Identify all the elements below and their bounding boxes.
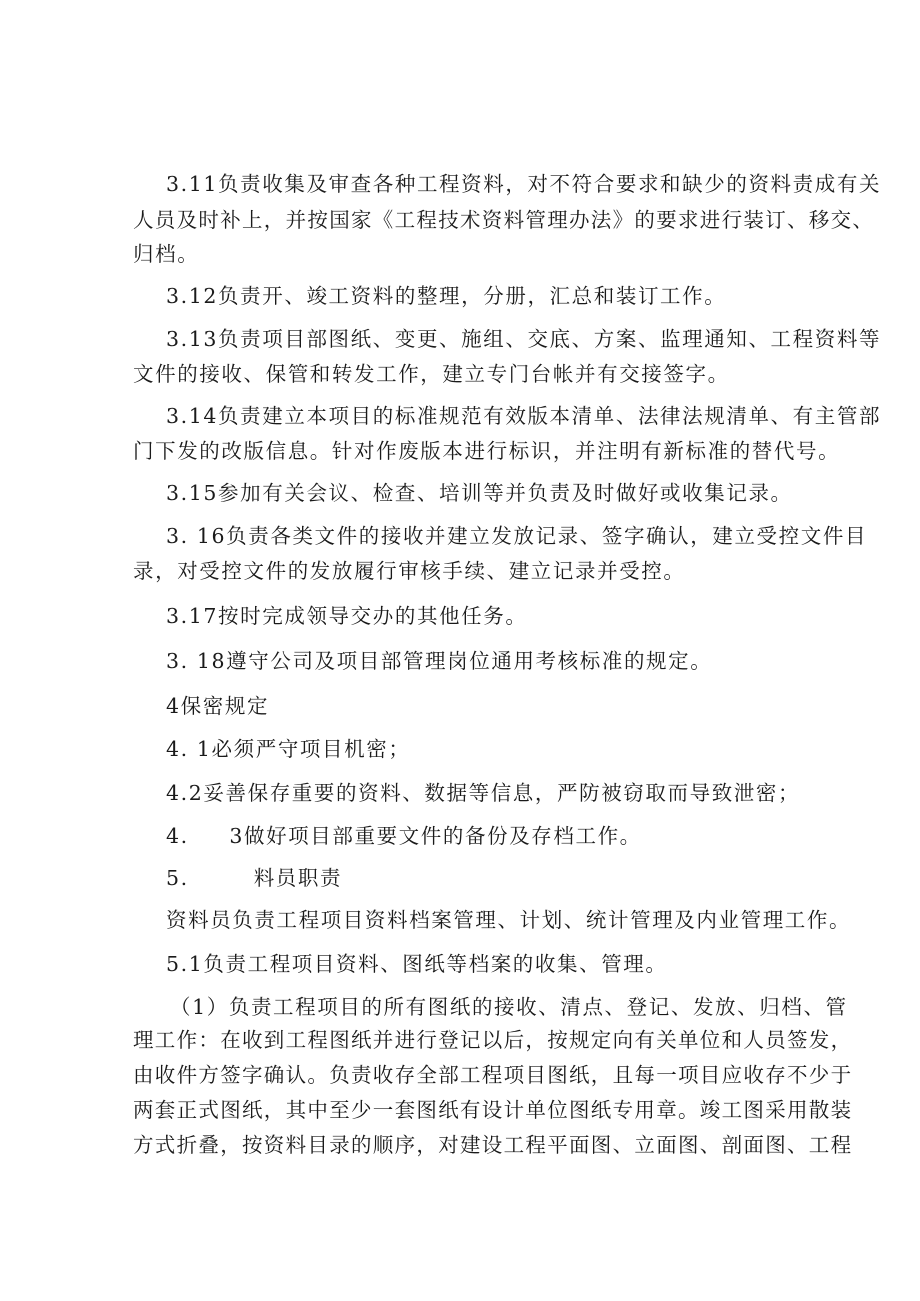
text-line: 3.12负责开、竣工资料的整理，分册，汇总和装订工作。 [166,284,727,308]
text-line: 归档。 [133,242,200,266]
text-line: 录，对受控文件的发放履行审核手续、建立记录并受控。 [133,559,686,583]
section-heading: 5. 料员职责 [166,866,343,890]
text-line: 3. 18遵守公司及项目部管理岗位通用考核标准的规定。 [166,649,713,673]
text-line: 3. 16负责各类文件的接收并建立发放记录、签字确认，建立受控文件目 [166,524,868,548]
text-line: 理工作：在收到工程图纸并进行登记以后，按规定向有关单位和人员签发， [133,1028,853,1052]
text-line: 文件的接收、保管和转发工作，建立专门台帐并有交接签字。 [133,362,730,386]
text-line: 门下发的改版信息。针对作废版本进行标识，并注明有新标准的替代号。 [133,439,841,463]
text-line: 由收件方签字确认。负责收存全部工程项目图纸，且每一项目应收存不少于 [133,1063,853,1087]
text-line: 方式折叠，按资料目录的顺序，对建设工程平面图、立面图、剖面图、工程 [133,1133,853,1157]
text-line: 两套正式图纸，其中至少一套图纸有设计单位图纸专用章。竣工图采用散装 [133,1098,853,1122]
text-line: 资料员负责工程项目资料档案管理、计划、统计管理及内业管理工作。 [166,908,852,932]
text-line: 4. 1必须严守项目机密； [166,737,411,761]
text-line: 人员及时补上，并按国家《工程技术资料管理办法》的要求进行装订、移交、 [133,208,875,232]
text-line: 4. 3做好项目部重要文件的备份及存档工作。 [166,824,642,848]
text-line: 3.13负责项目部图纸、变更、施组、交底、方案、监理通知、工程资料等 [166,327,882,351]
text-line: 3.11负责收集及审查各种工程资料，对不符合要求和缺少的资料责成有关 [166,172,882,196]
text-line: 5.1负责工程项目资料、图纸等档案的收集、管理。 [166,952,668,976]
text-line: （1）负责工程项目的所有图纸的接收、清点、登记、发放、归档、管 [170,995,848,1019]
section-heading: 4保密规定 [166,694,270,718]
text-line: 3.17按时完成领导交办的其他任务。 [166,604,528,628]
text-line: 4.2妥善保存重要的资料、数据等信息，严防被窃取而导致泄密； [166,781,801,805]
text-line: 3.15参加有关会议、检查、培训等并负责及时做好或收集记录。 [166,481,793,505]
text-line: 3.14负责建立本项目的标准规范有效版本清单、法律法规清单、有主管部 [166,404,882,428]
